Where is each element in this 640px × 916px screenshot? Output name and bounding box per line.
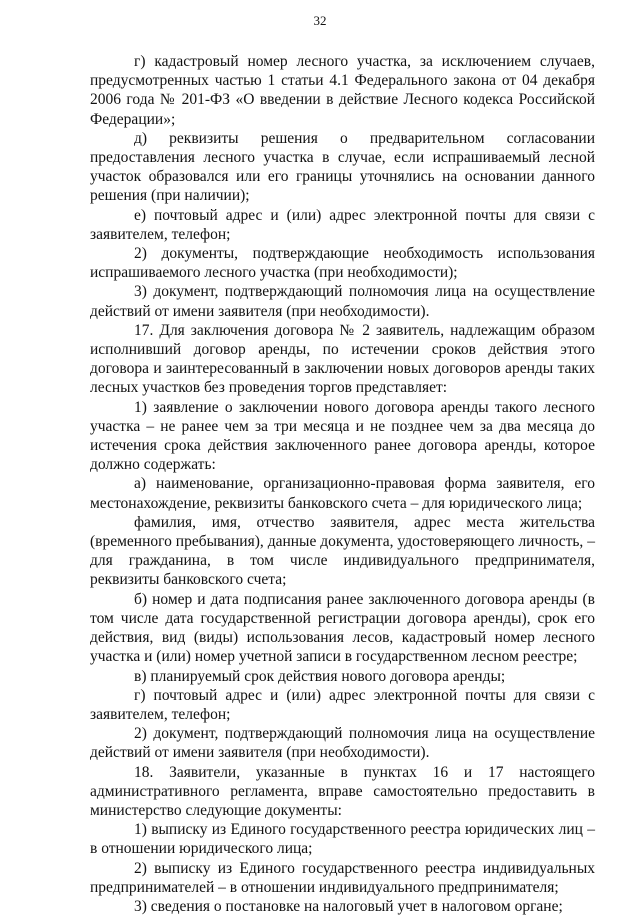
paragraph-item-d: д) реквизиты решения о предварительном согласовании предоставления лесного участка в случае, если испрашиваемый лесной участок образовался или его границы уточнялись на основании данного решения (при наличии); xyxy=(90,129,595,205)
paragraph-item-2-authority: 2) документ, подтверждающий полномочия лица на осуществление действий от имени заявителя (при необходимости). xyxy=(90,725,595,762)
paragraph-item-3-tax: 3) сведения о постановке на налоговый учет в налоговом органе; xyxy=(134,897,563,915)
paragraph-item-e: е) почтовый адрес и (или) адрес электронной почты для связи с заявителем, телефон; xyxy=(90,206,595,243)
document-body xyxy=(90,52,595,916)
paragraph-item-1-application: 1) заявление о заключении нового договора аренды такого лесного участка – не ранее чем за три месяца и не позднее чем за два месяца до истечения срока действия заключенного ранее договора аренды, которое должно содержать: xyxy=(90,398,595,474)
paragraph-clause-17: 17. Для заключения договора № 2 заявитель, надлежащим образом исполнивший договор аренды, по истечении сроков действия этого договора и заинтересованный в заключении новых договоров аренды таких лесных участков без проведения торгов представляет: xyxy=(90,321,595,397)
paragraph-citizen-details: фамилия, имя, отчество заявителя, адрес места жительства (временного пребывания), данные документа, удостоверяющего личность, – для гражданина, в том числе индивидуального предпринимателя, реквизиты банковского счета; xyxy=(90,513,595,589)
paragraph-clause-18: 18. Заявители, указанные в пунктах 16 и 17 настоящего административного регламента, вправе самостоятельно предоставить в министерство следующие документы: xyxy=(90,763,595,819)
paragraph-item-a-legal-entity: а) наименование, организационно-правовая форма заявителя, его местонахождение, реквизиты банковского счета – для юридического лица; xyxy=(90,475,595,512)
paragraph-item-2-extract-entrepreneur: 2) выписку из Единого государственного реестра индивидуальных предпринимателей – в отношении индивидуального предпринимателя; xyxy=(90,859,595,896)
paragraph-item-g: г) кадастровый номер лесного участка, за исключением случаев, предусмотренных частью 1 статьи 4.1 Федерального закона от 04 декабря 2006 года № 201-ФЗ «О введении в действие Лесного кодекса Российской Федерации»; xyxy=(90,53,595,128)
paragraph-item-b-contract: б) номер и дата подписания ранее заключенного договора аренды (в том числе дата государственной регистрации договора аренды), срок его действия, вид (виды) использования лесов, кадастровый номер лесного участка и (или) номер учетной записи в государственном лесном реестре; xyxy=(90,590,595,666)
paragraph-item-3-authority: 3) документ, подтверждающий полномочия лица на осуществление действий от имени заявителя (при необходимости). xyxy=(90,283,595,320)
paragraph-item-2-documents: 2) документы, подтверждающие необходимость использования испрашиваемого лесного участка (при необходимости); xyxy=(90,245,595,282)
paragraph-item-v-term: в) планируемый срок действия нового договора аренды; xyxy=(134,667,506,685)
paragraph-item-g-contact: г) почтовый адрес и (или) адрес электронной почты для связи с заявителем, телефон; xyxy=(90,686,595,723)
page-number: 32 xyxy=(313,13,327,28)
paragraph-item-1-extract-legal: 1) выписку из Единого государственного реестра юридических лиц – в отношении юридического лица; xyxy=(90,821,595,858)
